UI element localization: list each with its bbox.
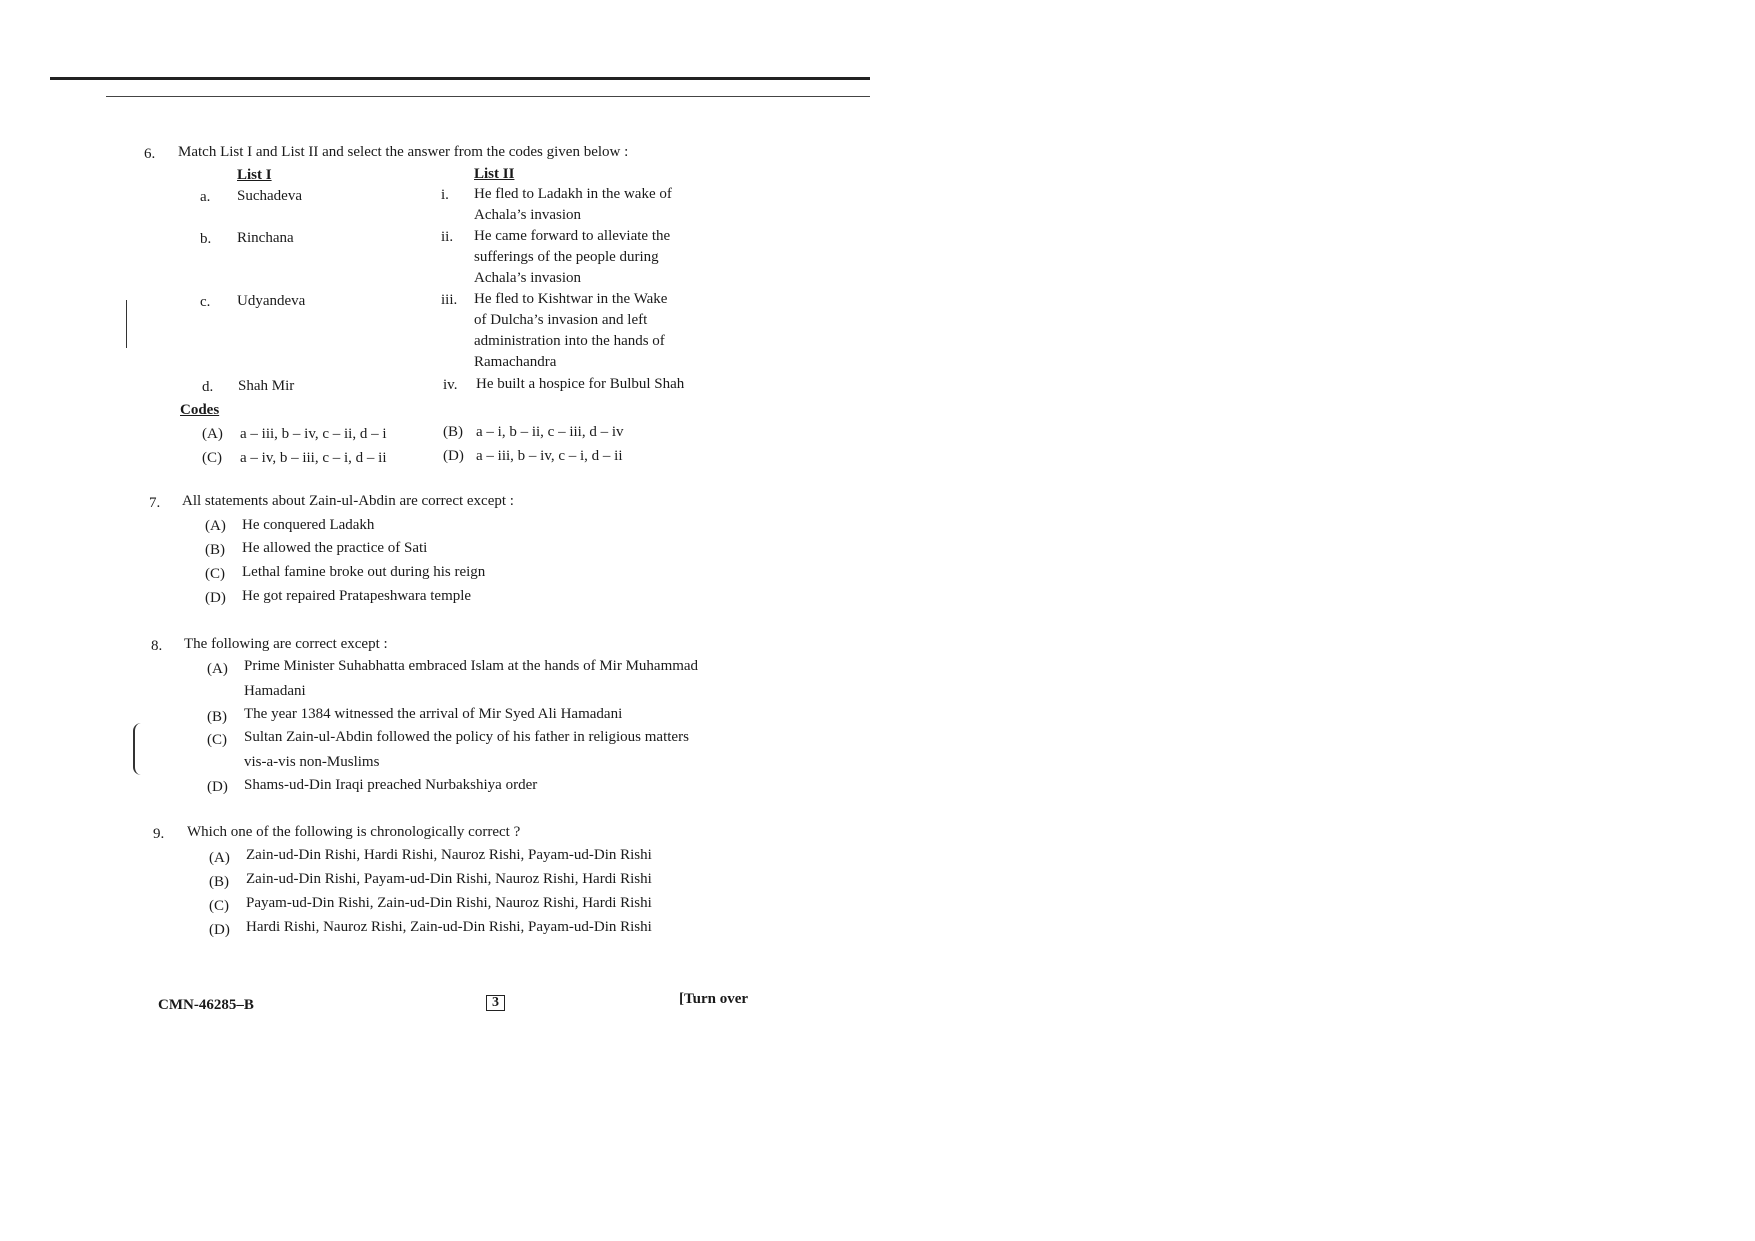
option-text: a – i, b – ii, c – iii, d – iv xyxy=(476,424,624,440)
list-1-letter: c. xyxy=(200,294,211,310)
option-text: a – iv, b – iii, c – i, d – ii xyxy=(240,450,387,466)
list-2-item-line: Achala’s invasion xyxy=(474,207,582,223)
option-label: (C) xyxy=(207,732,227,748)
question-stem: All statements about Zain-ul-Abdin are correct except : xyxy=(182,493,514,509)
list-1-item: Rinchana xyxy=(237,230,294,246)
header-rule-thin xyxy=(106,96,870,97)
list-1-letter: d. xyxy=(202,379,214,395)
list-2-numeral: i. xyxy=(441,187,449,203)
option-text-line: vis-a-vis non-Muslims xyxy=(244,754,380,770)
option-text: He got repaired Pratapeshwara temple xyxy=(242,588,472,604)
option-label: (C) xyxy=(202,450,222,466)
question-stem: Which one of the following is chronologically correct ? xyxy=(187,824,521,840)
list-2-item-line: He came forward to alleviate the xyxy=(474,228,671,244)
option-label: (B) xyxy=(443,424,463,440)
option-label: (A) xyxy=(202,426,223,442)
option-label: (B) xyxy=(207,709,227,725)
list-1-item: Udyandeva xyxy=(237,293,306,309)
option-text: Payam-ud-Din Rishi, Zain-ud-Din Rishi, Nauroz Rishi, Hardi Rishi xyxy=(246,895,652,911)
option-label: (C) xyxy=(205,566,225,582)
option-text: Zain-ud-Din Rishi, Payam-ud-Din Rishi, Nauroz Rishi, Hardi Rishi xyxy=(246,871,652,887)
list-2-numeral: iv. xyxy=(443,377,458,393)
header-rule-thick xyxy=(50,77,870,80)
question-number: 7. xyxy=(149,495,161,511)
option-label: (C) xyxy=(209,898,229,914)
option-text-line: Hamadani xyxy=(244,683,306,699)
question-stem: Match List I and List II and select the answer from the codes given below : xyxy=(178,144,629,160)
list-2-item-line: He fled to Ladakh in the wake of xyxy=(474,186,672,202)
list-2-numeral: ii. xyxy=(441,229,454,245)
question-stem: The following are correct except : xyxy=(184,636,388,652)
option-text-line: Sultan Zain-ul-Abdin followed the policy of his father in religious matters xyxy=(244,729,689,745)
list-1-letter: b. xyxy=(200,231,212,247)
list-1-item: Shah Mir xyxy=(238,378,295,394)
codes-label: Codes xyxy=(180,402,220,418)
option-label: (B) xyxy=(209,874,229,890)
list-2-item-line: of Dulcha’s invasion and left xyxy=(474,312,648,328)
option-label: (D) xyxy=(205,590,226,606)
option-label: (D) xyxy=(209,922,230,938)
list-2-item-line: He fled to Kishtwar in the Wake xyxy=(474,291,668,307)
list-2-item-line: Ramachandra xyxy=(474,354,557,370)
list-2-item-line: administration into the hands of xyxy=(474,333,665,349)
list-2-numeral: iii. xyxy=(441,292,458,308)
option-text: a – iii, b – iv, c – i, d – ii xyxy=(476,448,623,464)
option-text-line: Prime Minister Suhabhatta embraced Islam at the hands of Mir Muhammad xyxy=(244,658,699,674)
option-text: Lethal famine broke out during his reign xyxy=(242,564,486,580)
paper-code: CMN-46285–B xyxy=(158,997,254,1013)
option-label: (A) xyxy=(209,850,230,866)
margin-bracket-mark xyxy=(133,723,141,775)
turn-over-label: [Turn over xyxy=(679,991,749,1007)
list-1-header: List I xyxy=(237,167,272,183)
option-text: a – iii, b – iv, c – ii, d – i xyxy=(240,426,387,442)
option-label: (A) xyxy=(207,661,228,677)
list-2-item-line: sufferings of the people during xyxy=(474,249,659,265)
option-text: Hardi Rishi, Nauroz Rishi, Zain-ud-Din Rishi, Payam-ud-Din Rishi xyxy=(246,919,652,935)
question-number: 9. xyxy=(153,826,165,842)
option-label: (D) xyxy=(443,448,464,464)
option-label: (A) xyxy=(205,518,226,534)
list-2-item-line: Achala’s invasion xyxy=(474,270,582,286)
option-text: Zain-ud-Din Rishi, Hardi Rishi, Nauroz Rishi, Payam-ud-Din Rishi xyxy=(246,847,652,863)
option-text: He conquered Ladakh xyxy=(242,517,375,533)
question-number: 6. xyxy=(144,146,156,162)
margin-tick-mark xyxy=(126,300,127,348)
list-2-item-line: He built a hospice for Bulbul Shah xyxy=(476,376,685,392)
list-1-letter: a. xyxy=(200,189,211,205)
option-text-line: Shams-ud-Din Iraqi preached Nurbakshiya order xyxy=(244,777,538,793)
option-label: (D) xyxy=(207,779,228,795)
list-2-header: List II xyxy=(474,166,515,182)
question-number: 8. xyxy=(151,638,163,654)
page-number: 3 xyxy=(486,995,505,1011)
option-text: He allowed the practice of Sati xyxy=(242,540,428,556)
list-1-item: Suchadeva xyxy=(237,188,302,204)
option-label: (B) xyxy=(205,542,225,558)
option-text-line: The year 1384 witnessed the arrival of Mir Syed Ali Hamadani xyxy=(244,706,623,722)
